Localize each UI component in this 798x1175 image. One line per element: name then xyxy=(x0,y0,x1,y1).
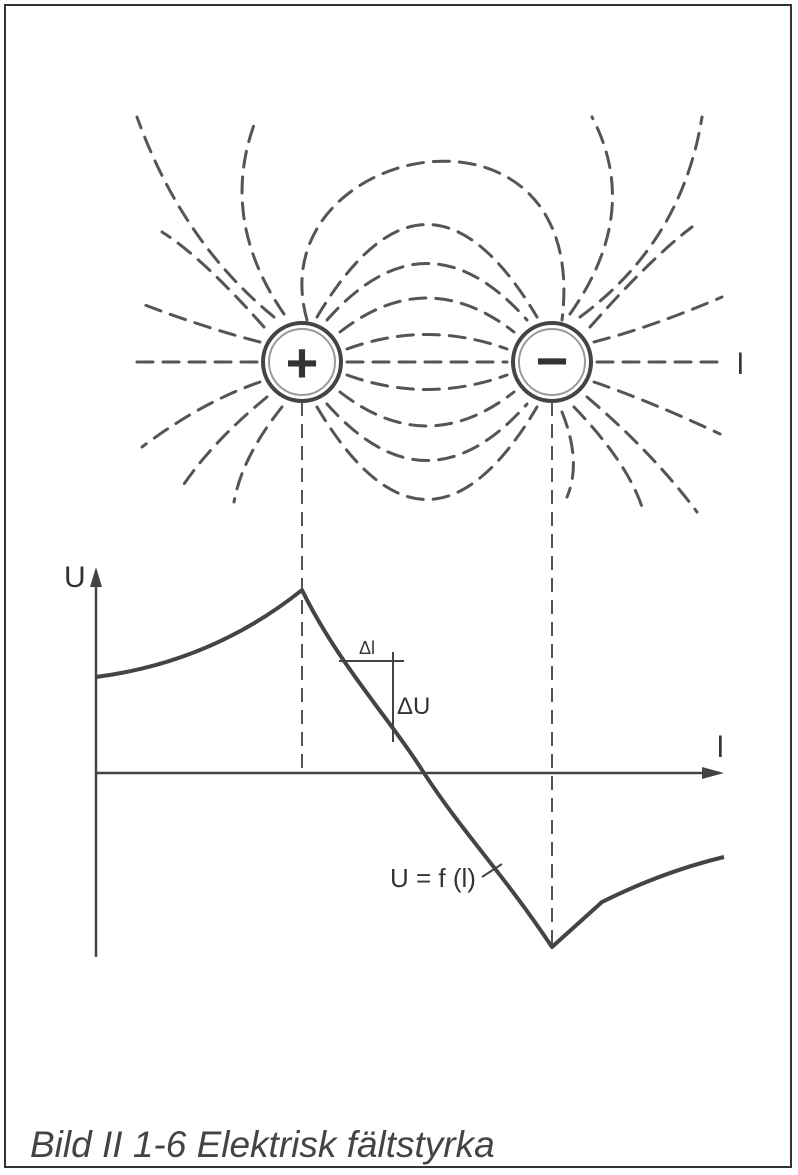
field-line-neg-out-8 xyxy=(562,412,573,497)
field-line-arc-upper-2 xyxy=(340,298,514,332)
field-line-arc-lower-2 xyxy=(340,392,514,426)
field-line-pos-out-6 xyxy=(182,397,267,487)
field-line-arc-lower-1 xyxy=(347,375,507,390)
field-lines xyxy=(137,117,727,512)
function-label: U = f (l) xyxy=(390,863,476,893)
y-axis-label: U xyxy=(64,561,86,594)
field-axis-label: l xyxy=(737,348,744,381)
field-line-arc-lower-4 xyxy=(317,407,537,500)
positive-charge-symbol: + xyxy=(285,331,319,394)
figure-caption: Bild II 1-6 Elektrisk fältstyrka xyxy=(30,1124,495,1165)
figure-frame xyxy=(4,4,792,1168)
field-line-pos-out-1 xyxy=(137,302,260,342)
negative-charge-symbol: − xyxy=(535,329,569,392)
field-line-neg-out-3 xyxy=(580,117,702,317)
field-line-pos-out-5 xyxy=(142,382,260,447)
field-line-neg-out-1 xyxy=(594,297,722,342)
field-line-pos-out-4 xyxy=(242,117,284,314)
y-axis-arrow xyxy=(90,567,102,587)
field-line-arc-upper-4 xyxy=(317,225,537,318)
figure-canvas xyxy=(6,6,794,1170)
field-line-neg-out-4 xyxy=(570,117,612,314)
field-line-neg-out-5 xyxy=(594,382,720,434)
field-line-pos-out-3 xyxy=(137,117,274,317)
field-line-arc-upper-3 xyxy=(327,264,527,321)
x-axis-arrow xyxy=(702,767,724,779)
negative-charge xyxy=(513,323,591,401)
positive-charge xyxy=(263,323,341,401)
field-line-arc-upper-1 xyxy=(347,335,507,350)
delta-u-label: ΔU xyxy=(397,693,431,720)
field-line-pos-out-2 xyxy=(162,232,264,327)
delta-l-label: Δl xyxy=(359,638,376,658)
graph-axes xyxy=(90,567,724,957)
field-line-arc-lower-3 xyxy=(327,404,527,461)
potential-curve xyxy=(96,590,724,947)
field-line-neg-out-6 xyxy=(587,397,697,512)
field-line-neg-out-7 xyxy=(574,407,642,507)
x-axis-label: l xyxy=(717,731,724,764)
